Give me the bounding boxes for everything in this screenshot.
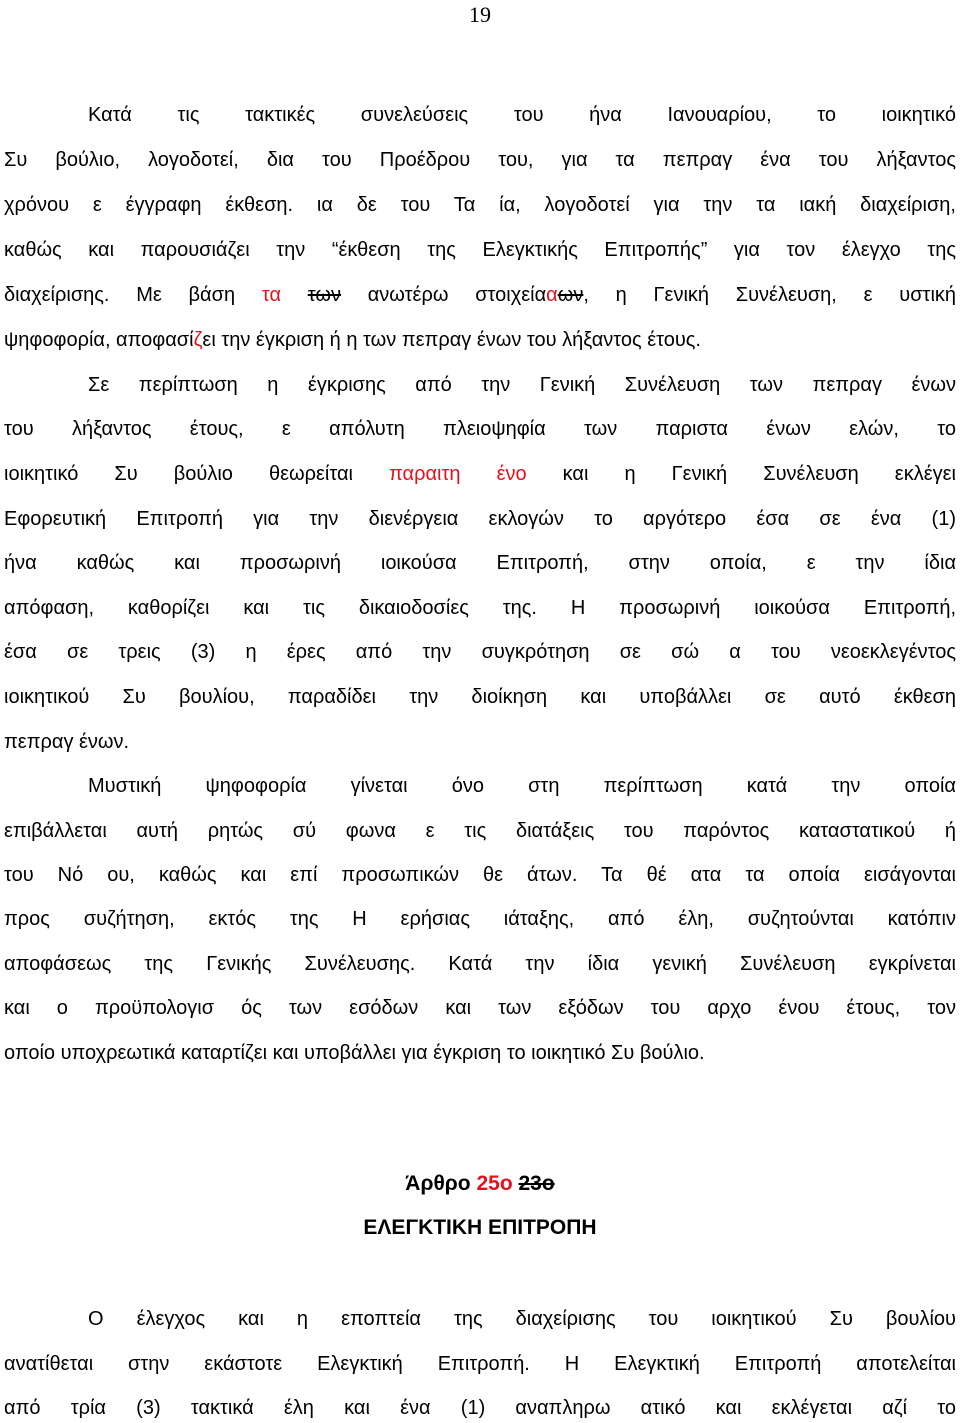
article-new-number: 25ο [476,1172,513,1195]
text-line: Ο έλεγχος και η εποπτεία της διαχείρισης του ιοικητικού Συ βουλίου [88,1308,956,1330]
text-line: χρόνου ε έγγραφη έκθεση. ια δε του Τα ία, λογοδοτεί για την τα ιακή διαχείριση, [4,194,956,216]
text-line: οποίο υποχρεωτικά καταρτίζει και υποβάλλει για έγκριση το ιοικητικό Συ βούλιο. [4,1042,705,1064]
text-line: προς συζήτηση, εκτός της Η ερήσιας ιάταξης, από έλη, συζητούνται κατόπιν [4,908,956,930]
deleted-text: ων [557,284,584,306]
text-span: , η Γενική Συνέλευση, ε υστική [583,284,957,306]
inserted-text: α [546,284,558,306]
text-line-with-edits [4,461,956,487]
text-line: από τρία (3) τακτικά έλη και ένα (1) αναπληρω ατικό και εκλέγεται αζί το [4,1397,956,1419]
text-line: Εφορευτική Επιτροπή για την διενέργεια εκλογών το αργότερο έσα σε ένα (1) [4,508,956,530]
text-span: διαχείρισης. Με βάση [4,284,262,306]
text-line: απόφαση, καθορίζει και τις δικαιοδοσίες της. Η προσωρινή ιοικούσα Επιτροπή, [4,597,956,619]
text-line-with-edits [4,327,701,353]
text-span: ανωτέρω στοιχεία [341,284,547,306]
inserted-text: ζ [193,329,203,351]
inserted-text: τα [261,284,282,306]
text-line: ήνα καθώς και προσωρινή ιοικούσα Επιτροπή, στην οποία, ε την ίδια [4,552,956,574]
inserted-text: παραιτη ένο [389,463,527,485]
text-line: πεπραγ ένων. [4,731,130,753]
deleted-text: των [307,284,341,306]
text-line-with-edits [4,282,956,308]
page-number: 19 [469,2,491,27]
text-line: έσα σε τρεις (3) η έρες από την συγκρότηση σε σώ α του νεοεκλεγέντος [4,641,956,663]
text-line: επιβάλλεται αυτή ρητώς σύ φωνα ε τις διατάξεις του παρόντος καταστατικού ή [4,820,956,842]
text-line: του λήξαντος έτους, ε απόλυτη πλειοψηφία των παριστα ένων ελών, το [4,418,956,440]
article-old-number: 23ο [518,1172,555,1195]
text-line: Συ βούλιο, λογοδοτεί, δια του Προέδρου του, για τα πεπραγ ένα του λήξαντος [4,149,956,171]
article-title: ΕΛΕΓΚΤΙΚΗ ΕΠΙΤΡΟΠΗ [363,1216,597,1239]
text-line: ανατίθεται στην εκάστοτε Ελεγκτική Επιτροπή. Η Ελεγκτική Επιτροπή αποτελείται [4,1353,956,1375]
text-span: και η Γενική Συνέλευση εκλέγει [562,463,956,485]
text-line: του Νό ου, καθώς και επί προσωπικών θε άτων. Τα θέ ατα τα οποία εισάγονται [4,864,956,886]
text-span: ψηφοφορία, αποφασί [4,329,194,351]
text-line: αποφάσεως της Γενικής Συνέλευσης. Κατά την ίδια γενική Συνέλευση εγκρίνεται [4,953,956,975]
text-line: Μυστική ψηφοφορία γίνεται όνο στη περίπτωση κατά την οποία [88,775,956,797]
text-line: καθώς και παρουσιάζει την “έκθεση της Ελεγκτικής Επιτροπής” για τον έλεγχο της [4,239,956,261]
text-line: ιοικητικού Συ βουλίου, παραδίδει την διοίκηση και υποβάλλει σε αυτό έκθεση [4,686,956,708]
text-line: Σε περίπτωση η έγκρισης από την Γενική Συνέλευση των πεπραγ ένων [88,374,956,396]
article-heading [0,1172,960,1196]
text-span: ει την έγκριση ή η των πεπραγ ένων του λήξαντος έτους. [202,329,701,351]
article-prefix: Άρθρο [405,1172,477,1195]
text-line: Κατά τις τακτικές συνελεύσεις του ήνα Ιανουαρίου, το ιοικητικό [88,104,956,126]
text-span: ιοικητικό Συ βούλιο θεωρείται [4,463,353,485]
text-line: και ο προϋπολογισ ός των εσόδων και των εξόδων του αρχο ένου έτους, τον [4,997,956,1019]
